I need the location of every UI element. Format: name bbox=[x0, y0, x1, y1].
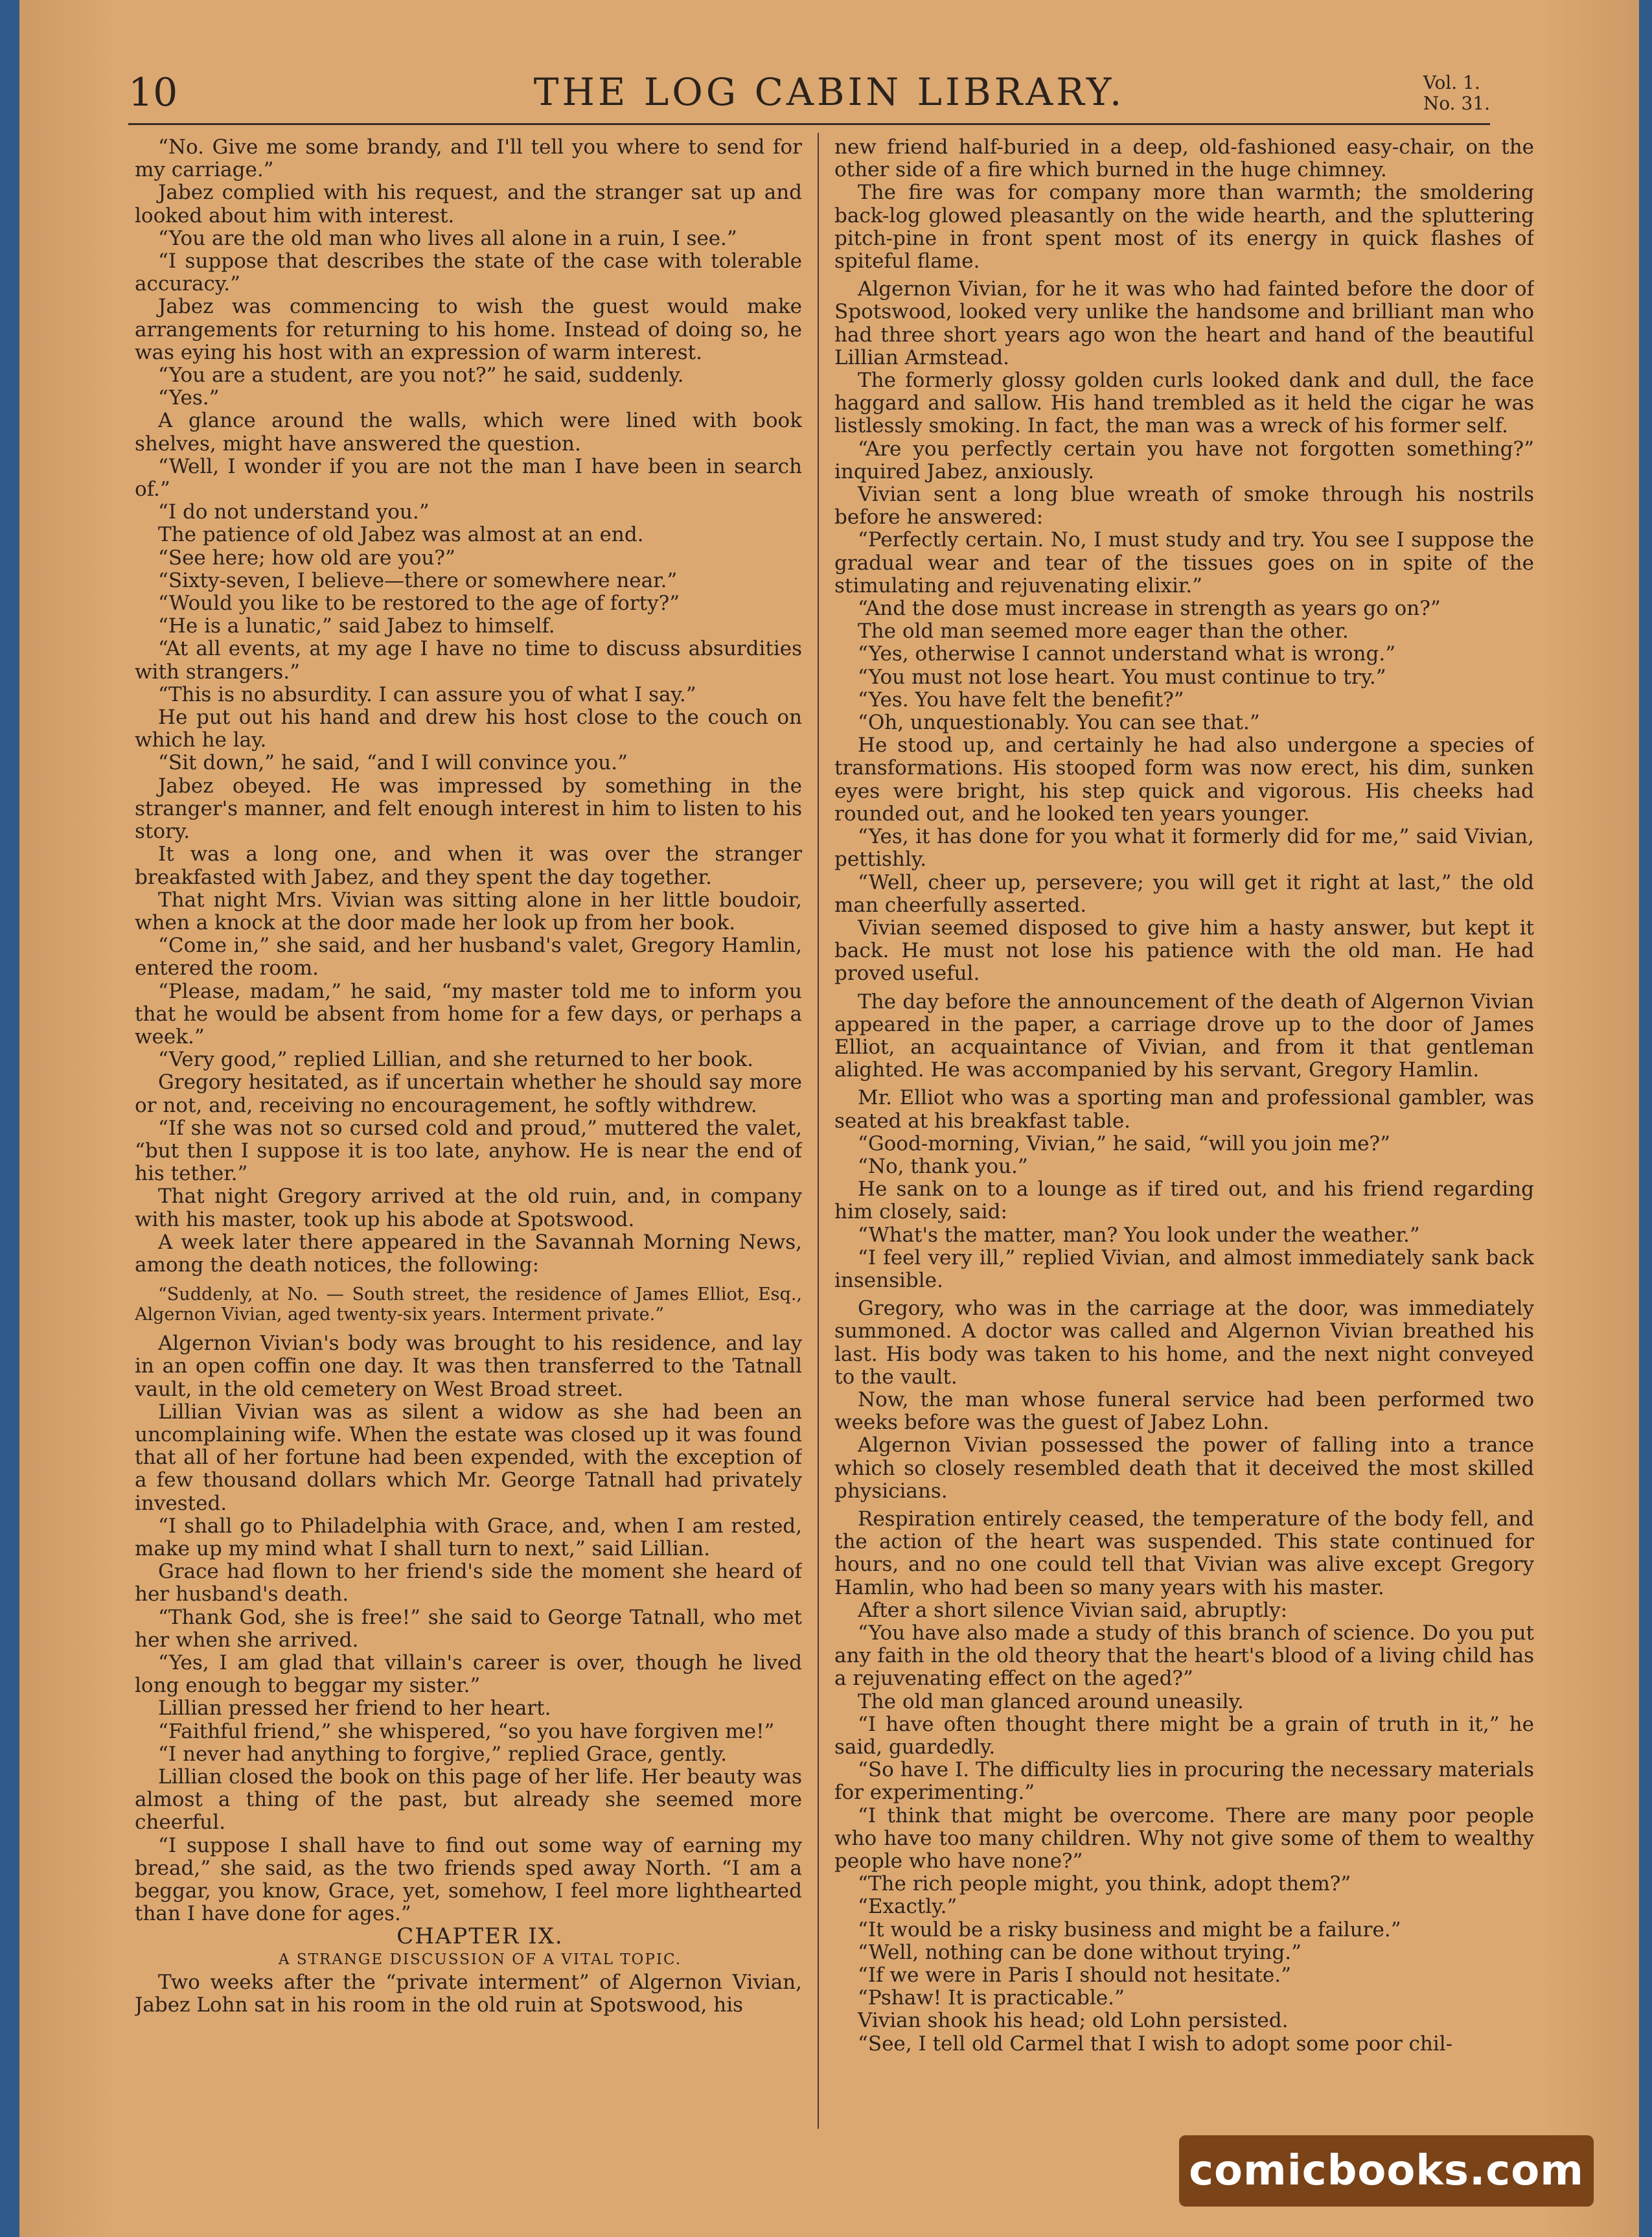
paragraph: “I feel very ill,” replied Vivian, and almost immediately sank back insensible. bbox=[834, 1246, 1534, 1292]
paragraph: “Are you perfectly certain you have not forgotten something?” inquired Jabez, anxiously. bbox=[834, 437, 1534, 483]
paragraph: “You must not lose heart. You must continue to try.” bbox=[858, 665, 1386, 689]
paragraph: “Pshaw! It is practicable.” bbox=[858, 1986, 1125, 2010]
paragraph: “Well, cheer up, persevere; you will get it right at last,” the old man cheerfully asserted. bbox=[834, 870, 1534, 917]
paragraph: The old man glanced around uneasily. bbox=[858, 1689, 1244, 1713]
paragraph: Vivian shook his head; old Lohn persisted. bbox=[858, 2009, 1289, 2033]
paragraph: Gregory hesitated, as if uncertain whether he should say more or not, and, receiving no encouragement, he softly withdrew. bbox=[135, 1071, 802, 1117]
paragraph: “And the dose must increase in strength as years go on?” bbox=[858, 597, 1441, 621]
paragraph: “The rich people might, you think, adopt them?” bbox=[858, 1872, 1351, 1896]
paragraph: The day before the announcement of the death of Algernon Vivian appeared in the paper, a carriage drove up to the door of James Elliot, an acquaintance of Vivian, and from it that gentleman alighted. He was accompanied by his servant, Gregory Hamlin. bbox=[834, 990, 1534, 1082]
magazine-page bbox=[19, 0, 1639, 2237]
paragraph: “Would you like to be restored to the age of forty?” bbox=[158, 592, 680, 616]
paragraph: “Thank God, she is free!” she said to George Tatnall, who met her when she arrived. bbox=[135, 1605, 802, 1652]
volume-label: Vol. 1. bbox=[1423, 72, 1480, 93]
paragraph: “Please, madam,” he said, “my master told me to inform you that he would be absent from home for a few days, or perhaps a week.” bbox=[135, 979, 802, 1049]
paragraph: Algernon Vivian possessed the power of falling into a trance which so closely resembled death that it deceived the most skilled physicians. bbox=[834, 1433, 1534, 1503]
paragraph: “I shall go to Philadelphia with Grace, and, when I am rested, make up my mind what I shall turn to next,” said Lillian. bbox=[135, 1514, 802, 1560]
chapter-heading: CHAPTER IX. bbox=[396, 1923, 564, 1950]
paragraph: That night Mrs. Vivian was sitting alone in her little boudoir, when a knock at the door made her look up from her book. bbox=[135, 888, 802, 934]
death-notice: “Suddenly, at No. — South street, the residence of James Elliot, Esq., Algernon Vivian, aged twenty-six years. Interment private.” bbox=[135, 1284, 802, 1325]
paragraph: “Yes. You have felt the benefit?” bbox=[858, 688, 1184, 712]
paragraph: “Very good,” replied Lillian, and she returned to her book. bbox=[158, 1048, 754, 1072]
paragraph: “Come in,” she said, and her husband's valet, Gregory Hamlin, entered the room. bbox=[135, 934, 802, 980]
paragraph: Lillian closed the book on this page of her life. Her beauty was almost a thing of the past, but already she seemed more cheerful. bbox=[135, 1765, 802, 1835]
paragraph: “What's the matter, man? You look under the weather.” bbox=[858, 1223, 1420, 1247]
paragraph: “See here; how old are you?” bbox=[158, 546, 455, 570]
paragraph: “I suppose that describes the state of the case with tolerable accuracy.” bbox=[135, 249, 802, 296]
paragraph: “Well, I wonder if you are not the man I have been in search of.” bbox=[135, 454, 802, 502]
running-title: THE LOG CABIN LIBRARY. bbox=[533, 70, 1125, 114]
paragraph: The fire was for company more than warmth; the smoldering back-log glowed pleasantly on the wide hearth, and the spluttering pitch-pine in front spent most of its energy in quick flashes of spiteful flame. bbox=[834, 181, 1534, 273]
chapter-subtitle: A STRANGE DISCUSSION OF A VITAL TOPIC. bbox=[278, 1951, 682, 1968]
watermark-logo: comicbooks.com bbox=[1179, 2135, 1594, 2207]
paragraph: “Sit down,” he said, “and I will convince you.” bbox=[158, 751, 628, 775]
paragraph: The patience of old Jabez was almost at an end. bbox=[158, 523, 644, 547]
paragraph: “Faithful friend,” she whispered, “so you have forgiven me!” bbox=[158, 1719, 775, 1743]
paragraph: Algernon Vivian's body was brought to his residence, and lay in an open coffin one day. It was then transferred to the Tatnall vault, in the old cemetery on West Broad street. bbox=[135, 1332, 802, 1401]
paragraph: Gregory, who was in the carriage at the door, was immediately summoned. A doctor was called and Algernon Vivian breathed his last. His body was taken to his home, and the next night conveyed to the vault. bbox=[834, 1297, 1534, 1389]
paragraph: “I think that might be overcome. There are many poor people who have too many children. Why not give some of them to wealthy people who have none?” bbox=[834, 1803, 1534, 1873]
paragraph: Jabez complied with his request, and the stranger sat up and looked about him with interest. bbox=[135, 181, 802, 227]
paragraph: “You have also made a study of this branch of science. Do you put any faith in the old theory that the heart's blood of a living child has a rejuvenating effect on the aged?” bbox=[834, 1621, 1534, 1691]
paragraph: “Yes, it has done for you what it formerly did for me,” said Vivian, pettishly. bbox=[834, 825, 1534, 872]
paragraph: “At all events, at my age I have no time to discuss absurdities with strangers.” bbox=[135, 637, 802, 684]
paragraph: He stood up, and certainly he had also undergone a species of transformations. His stooped form was now erect, his dim, sunken eyes were bright, his step quick and vigorous. His cheeks had rounded out, and he looked ten years younger. bbox=[834, 734, 1534, 826]
paragraph: “Oh, unquestionably. You can see that.” bbox=[858, 711, 1260, 735]
paragraph: Vivian seemed disposed to give him a hasty answer, but kept it back. He must not lose his patience with the old man. He had proved useful. bbox=[834, 916, 1534, 986]
paragraph: Respiration entirely ceased, the temperature of the body fell, and the action of the heart was suspended. This state continued for hours, and no one could tell that Vivian was alive except Gregory Hamlin, who had been so many years with his master. bbox=[834, 1507, 1534, 1599]
paragraph: Algernon Vivian, for he it was who had fainted before the door of Spotswood, looked very unlike the handsome and brilliant man who had three short years ago won the heart and hand of the beautiful Lillian Armstead. bbox=[834, 277, 1534, 369]
paragraph: It was a long one, and when it was over the stranger breakfasted with Jabez, and they spent the day together. bbox=[135, 842, 802, 889]
paragraph: “See, I tell old Carmel that I wish to adopt some poor chil- bbox=[858, 2032, 1453, 2056]
column-divider bbox=[818, 133, 819, 2129]
paragraph: “No. Give me some brandy, and I'll tell you where to send for my carriage.” bbox=[135, 136, 802, 182]
paragraph: “Well, nothing can be done without trying.” bbox=[858, 1940, 1302, 1964]
paragraph: Mr. Elliot who was a sporting man and professional gambler, was seated at his breakfast table. bbox=[834, 1086, 1534, 1133]
paragraph: “Yes, I am glad that villain's career is over, though he lived long enough to beggar my sister.” bbox=[135, 1651, 802, 1698]
paragraph: “I do not understand you.” bbox=[158, 500, 430, 524]
paragraph: Two weeks after the “private interment” of Algernon Vivian, Jabez Lohn sat in his room in the old ruin at Spotswood, his bbox=[135, 1970, 802, 2017]
paragraph: “So have I. The difficulty lies in procuring the necessary materials for experimenting.” bbox=[834, 1758, 1534, 1805]
paragraph: “You are a student, are you not?” he said, suddenly. bbox=[158, 364, 684, 388]
paragraph: Grace had flown to her friend's side the moment she heard of her husband's death. bbox=[135, 1560, 802, 1606]
paragraph: Jabez was commencing to wish the guest would make arrangements for returning to his home. Instead of doing so, he was eying his host with an expression of warm interest. bbox=[135, 295, 802, 364]
paragraph: “If we were in Paris I should not hesitate.” bbox=[858, 1964, 1291, 1988]
paragraph: “I suppose I shall have to find out some way of earning my bread,” she said, as the two friends sped away North. “I am a beggar, you know, Grace, yet, somehow, I feel more lighthearted than I have done for ages.” bbox=[135, 1833, 802, 1926]
paragraph: new friend half-buried in a deep, old-fashioned easy-chair, on the other side of a fire which burned in the huge chimney. bbox=[834, 136, 1534, 182]
left-column bbox=[135, 136, 802, 2132]
paragraph: “He is a lunatic,” said Jabez to himself. bbox=[158, 614, 555, 638]
paragraph: “Yes.” bbox=[158, 386, 220, 410]
paragraph: “Sixty-seven, I believe—there or somewhere near.” bbox=[158, 568, 678, 592]
paragraph: The formerly glossy golden curls looked dank and dull, the face haggard and sallow. His hand trembled as it held the cigar he was listlessly smoking. In fact, the man was a wreck of his former self. bbox=[834, 369, 1534, 438]
right-column bbox=[834, 136, 1534, 2132]
paragraph: “If she was not so cursed cold and proud,” muttered the valet, “but then I suppose it is too late, anyhow. He is near the end of his tether.” bbox=[135, 1116, 802, 1186]
paragraph: “Exactly.” bbox=[858, 1895, 958, 1919]
paragraph: A glance around the walls, which were lined with book shelves, might have answered the question. bbox=[135, 409, 802, 456]
paragraph: “Yes, otherwise I cannot understand what is wrong.” bbox=[858, 642, 1396, 666]
paragraph: A week later there appeared in the Savannah Morning News, among the death notices, the following: bbox=[135, 1230, 802, 1277]
paragraph: Vivian sent a long blue wreath of smoke through his nostrils before he answered: bbox=[834, 483, 1534, 529]
paragraph: He put out his hand and drew his host close to the couch on which he lay. bbox=[135, 706, 802, 752]
paragraph: “It would be a risky business and might be a failure.” bbox=[858, 1918, 1401, 1941]
paragraph: “No, thank you.” bbox=[858, 1154, 1028, 1178]
header-rule bbox=[128, 123, 1490, 125]
paragraph: “Good-morning, Vivian,” he said, “will you join me?” bbox=[858, 1131, 1390, 1155]
paragraph: Lillian pressed her friend to her heart. bbox=[158, 1697, 551, 1721]
paragraph: “I have often thought there might be a grain of truth in it,” he said, guardedly. bbox=[834, 1712, 1534, 1759]
paragraph: The old man seemed more eager than the other. bbox=[858, 620, 1349, 643]
paragraph: After a short silence Vivian said, abruptly: bbox=[858, 1598, 1288, 1622]
volume-number bbox=[1423, 73, 1490, 114]
paragraph: “You are the old man who lives all alone in a ruin, I see.” bbox=[158, 226, 737, 250]
paragraph: Now, the man whose funeral service had been performed two weeks before was the guest of Jabez Lohn. bbox=[834, 1387, 1534, 1435]
paragraph: Lillian Vivian was as silent a widow as she had been an uncomplaining wife. When the estate was closed up it was found that all of her fortune had been expended, with the exception of a few thousand dollars which Mr. George Tatnall had privately invested. bbox=[135, 1400, 802, 1515]
paragraph: Jabez obeyed. He was impressed by something in the stranger's manner, and felt enough interest in him to listen to his story. bbox=[135, 774, 802, 844]
issue-label: No. 31. bbox=[1423, 93, 1490, 114]
paragraph: “Perfectly certain. No, I must study and try. You see I suppose the gradual wear and tear of the tissues goes on in spite of the stimulating and rejuvenating elixir.” bbox=[834, 528, 1534, 597]
paragraph: “I never had anything to forgive,” replied Grace, gently. bbox=[158, 1742, 728, 1766]
paragraph: “This is no absurdity. I can assure you of what I say.” bbox=[158, 682, 696, 706]
page-number: 10 bbox=[128, 70, 178, 115]
paragraph: That night Gregory arrived at the old ruin, and, in company with his master, took up his abode at Spotswood. bbox=[135, 1185, 802, 1231]
paragraph: He sank on to a lounge as if tired out, and his friend regarding him closely, said: bbox=[834, 1177, 1534, 1224]
